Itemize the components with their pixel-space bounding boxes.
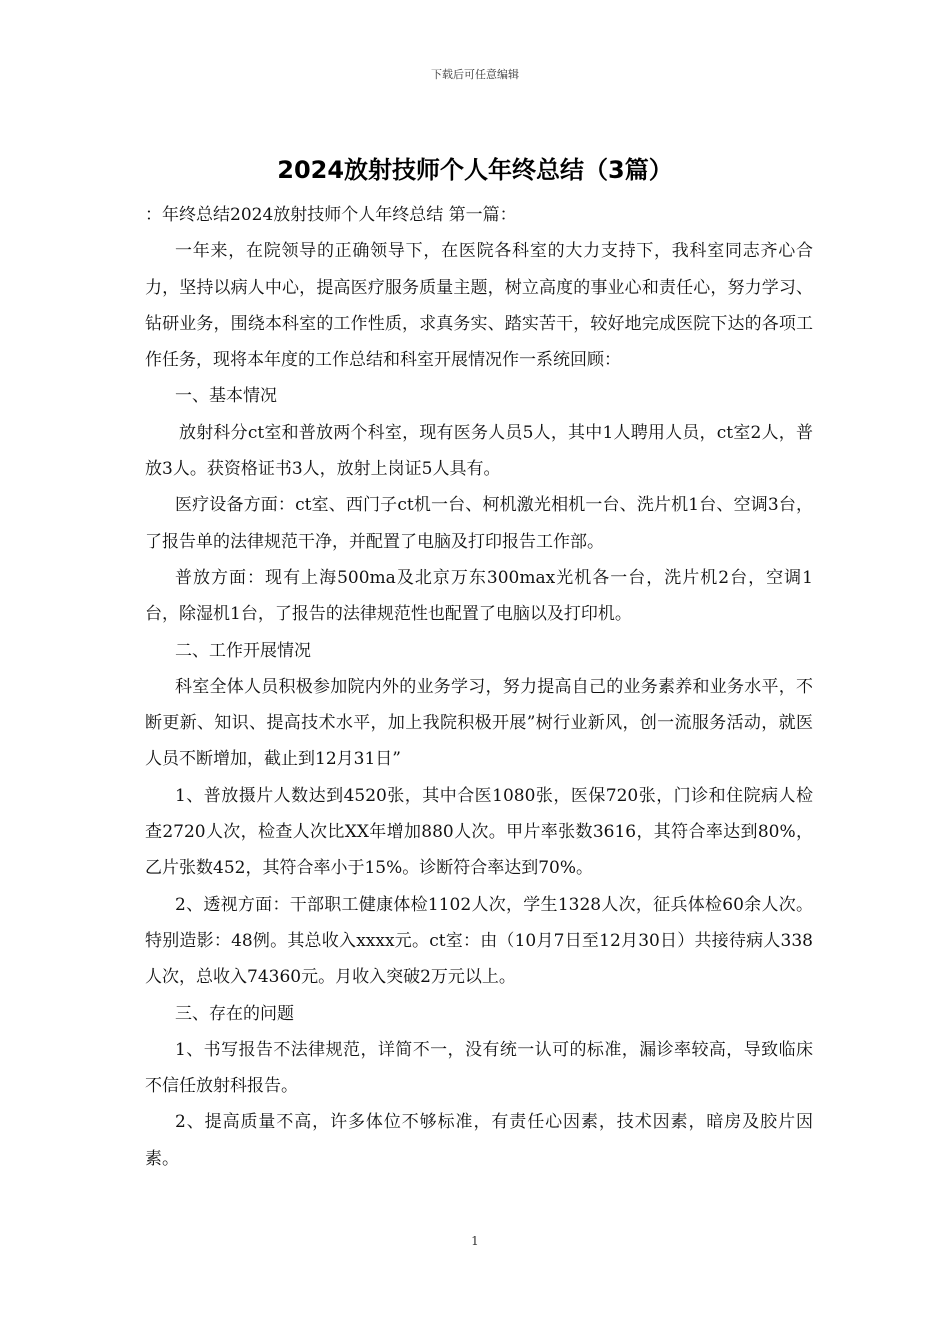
paragraph-learning: 科室全体人员积极参加院内外的业务学习，努力提高自己的业务素养和业务水平，不断更新、知识、提高技术水平，加上我院积极开展”树行业新风，创一流服务活动，就医人员不断增加，截止到12月31日” [145, 676, 813, 770]
section-heading-basic: 一、基本情况 [175, 386, 277, 407]
paragraph-overview: 一年来，在院领导的正确领导下，在医院各科室的大力支持下，我科室同志齐心合力，坚持以病人中心，提高医疗服务质量主题，树立高度的事业心和责任心，努力学习、钻研业务，围绕本科室的工作性质，求真务实、踏实苦干，较好地完成医院下达的各项工作任务，现将本年度的工作总结和科室开展情况作一系统回顾： [145, 241, 813, 371]
paragraph-problem-1: 1、书写报告不法律规范，详简不一，没有统一认可的标准，漏诊率较高，导致临床不信任放射科报告。 [145, 1039, 813, 1097]
paragraph-equipment-general: 普放方面：现有上海500ma及北京万东300max光机各一台，洗片机2台，空调1台，除湿机1台，了报告的法律规范性也配置了电脑以及打印机。 [145, 567, 813, 625]
section-heading-problems: 三、存在的问题 [175, 1003, 294, 1024]
section-intro-line: ：年终总结2024放射技师个人年终总结 第一篇： [145, 205, 517, 225]
section-heading-work: 二、工作开展情况 [175, 640, 311, 661]
document-title: 2024放射技师个人年终总结（3篇） [277, 156, 673, 184]
paragraph-fluoroscopy-stats: 2、透视方面：干部职工健康体检1102人次，学生1328人次，征兵体检60余人次。特别造影：48例。其总收入xxxx元。ct室：由（10月7日至12月30日）共接待病人338人次，总收入74360元。月收入突破2万元以上。 [145, 894, 813, 988]
page-number: 1 [471, 1234, 479, 1248]
header-note: 下载后可任意编辑 [431, 68, 519, 81]
document-body [145, 197, 813, 1177]
paragraph-radiography-stats: 1、普放摄片人数达到4520张，其中合医1080张，医保720张，门诊和住院病人检查2720人次，检查人次比XX年增加880人次。甲片率张数3616，其符合率达到80%，乙片张数452，其符合率小于15%。诊断符合率达到70%。 [145, 785, 813, 879]
paragraph-problem-2: 2、提高质量不高，许多体位不够标准，有责任心因素，技术因素，暗房及胶片因素。 [145, 1112, 813, 1169]
paragraph-staff: 放射科分ct室和普放两个科室，现有医务人员5人，其中1人聘用人员，ct室2人，普放3人。获资格证书3人，放射上岗证5人具有。 [145, 422, 813, 480]
paragraph-equipment-ct: 医疗设备方面：ct室、西门子ct机一台、柯机激光相机一台、洗片机1台、空调3台，了报告单的法律规范干净，并配置了电脑及打印报告工作部。 [145, 495, 813, 552]
